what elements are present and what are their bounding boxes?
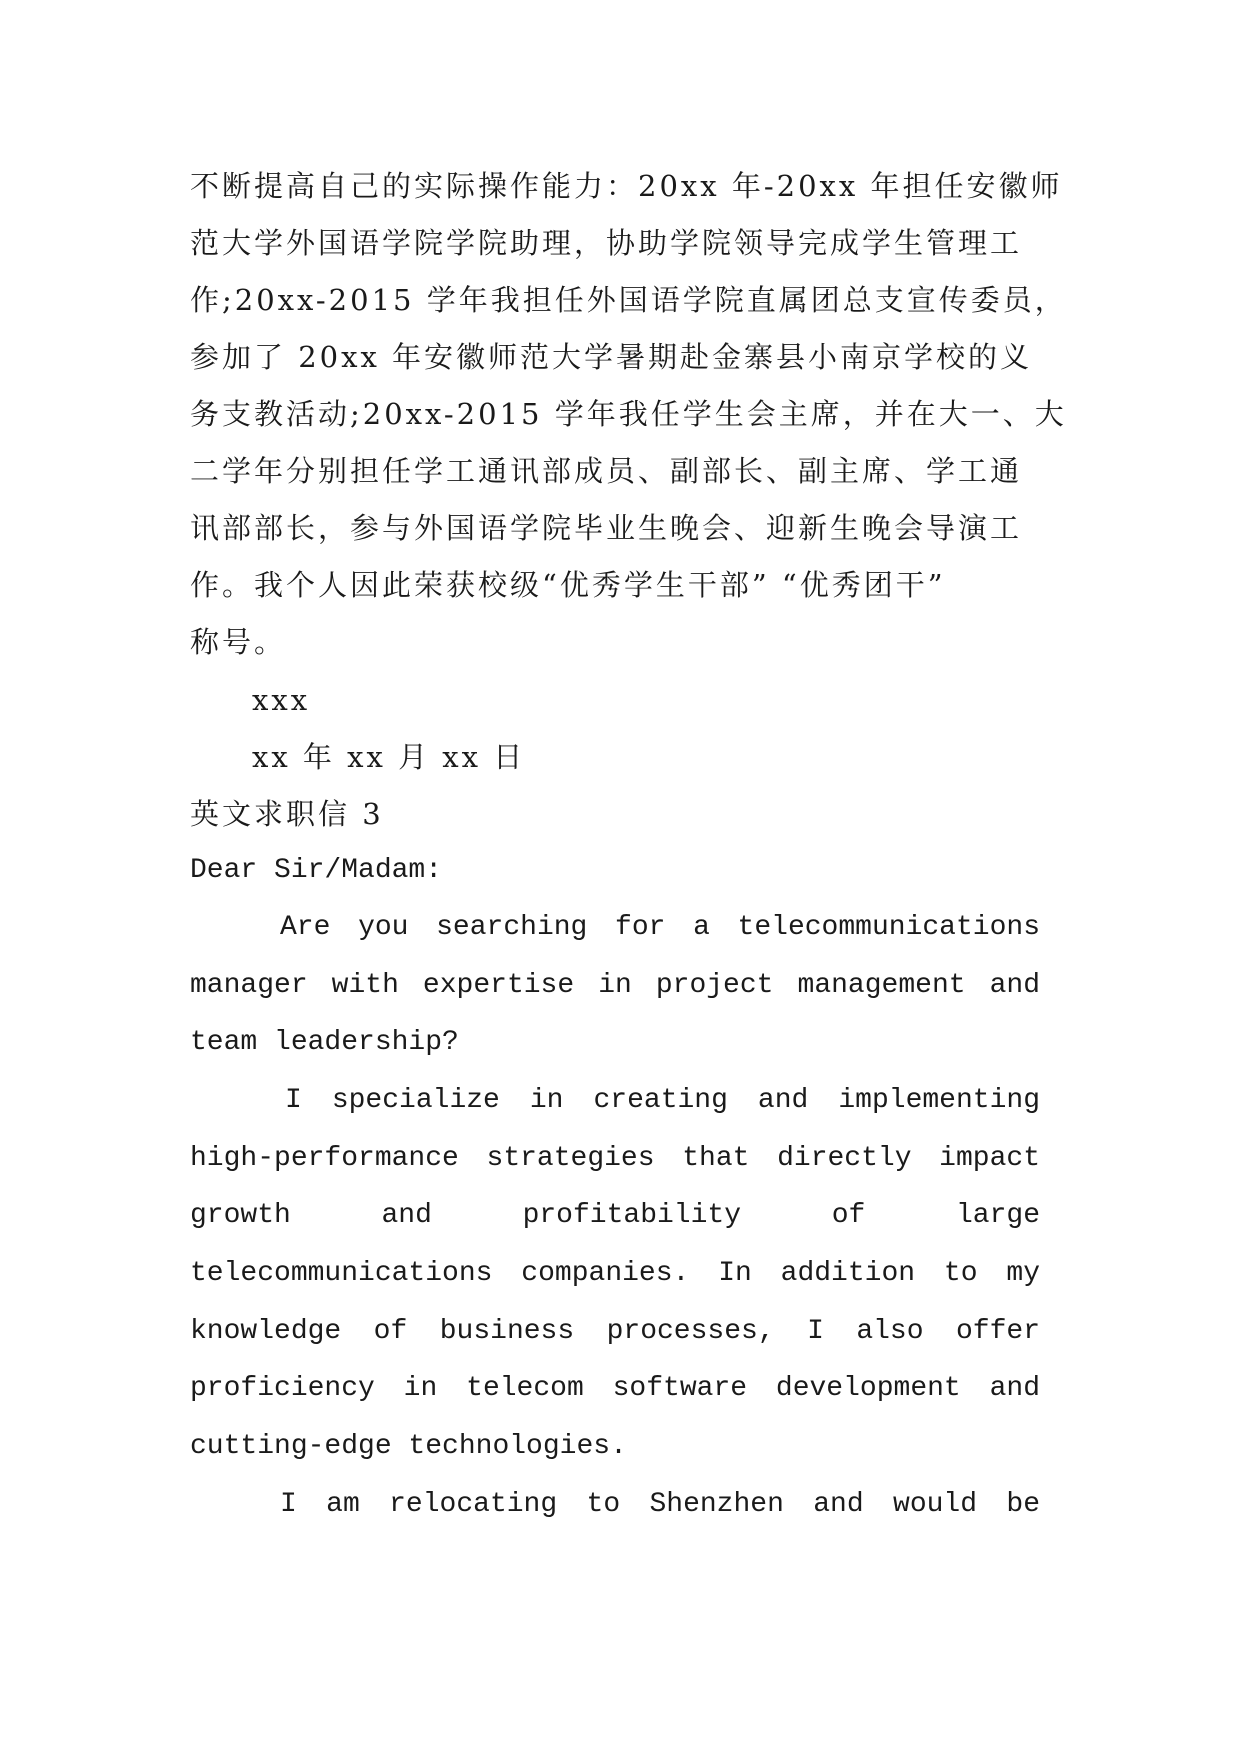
section-title: 英文求职信 3 — [190, 797, 384, 831]
en-paragraph-line-4: I specialize in creating and implementing — [285, 1085, 1040, 1116]
cn-paragraph-line-6: 二学年分别担任学工通讯部成员、副部长、副主席、学工通 — [190, 454, 1023, 488]
en-paragraph-line-5: high-performance strategies that directly impact — [190, 1143, 1040, 1174]
en-paragraph-line-7: telecommunications companies. In addition to my — [190, 1258, 1040, 1289]
cn-paragraph-line-4: 参加了 20xx 年安徽师范大学暑期赴金寨县小南京学校的义 — [190, 340, 1033, 374]
en-paragraph-line-2: manager with expertise in project management and — [190, 970, 1040, 1001]
en-paragraph-line-9: proficiency in telecom software development and — [190, 1373, 1040, 1404]
cn-paragraph-line-9: 称号。 — [190, 625, 287, 659]
cn-paragraph-line-5: 务支教活动;20xx-2015 学年我任学生会主席，并在大一、大 — [190, 397, 1067, 431]
en-paragraph-line-11: I am relocating to Shenzhen and would be — [280, 1489, 1040, 1520]
en-paragraph-line-1: Are you searching for a telecommunications — [280, 912, 1040, 943]
cn-paragraph-line-1: 不断提高自己的实际操作能力：20xx 年-20xx 年担任安徽师 — [190, 169, 1063, 203]
cn-paragraph-line-2: 范大学外国语学院学院助理，协助学院领导完成学生管理工 — [190, 226, 1023, 260]
en-paragraph-line-10: cutting-edge technologies. — [190, 1431, 627, 1462]
salutation: Dear Sir/Madam: — [190, 855, 443, 886]
cn-paragraph-line-7: 讯部部长，参与外国语学院毕业生晚会、迎新生晚会导演工 — [190, 511, 1023, 545]
en-paragraph-line-8: knowledge of business processes, I also offer — [190, 1316, 1040, 1347]
signature-date: xx 年 xx 月 xx 日 — [252, 740, 526, 774]
en-paragraph-line-3: team leadership? — [190, 1027, 459, 1058]
cn-paragraph-line-3: 作;20xx-2015 学年我担任外国语学院直属团总支宣传委员， — [190, 283, 1067, 317]
en-paragraph-line-6: growth and profitability of large — [190, 1200, 1040, 1231]
signature-name: xxx — [252, 683, 311, 717]
cn-paragraph-line-8: 作。我个人因此荣获校级“优秀学生干部” “优秀团干” — [190, 568, 946, 602]
